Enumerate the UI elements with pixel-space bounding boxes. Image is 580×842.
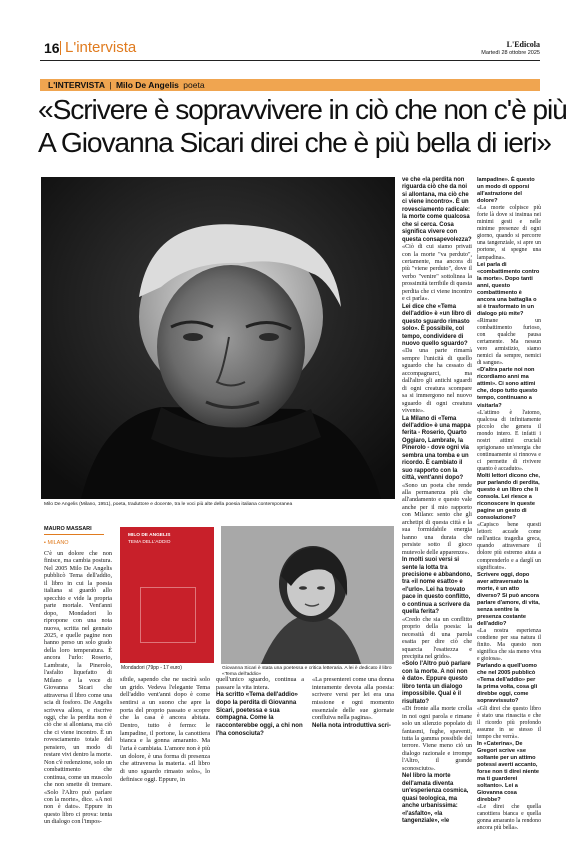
dateline xyxy=(44,540,69,546)
col2-text: sibile, sapendo che ne uscirà solo un grido. Vedeva l'elegante Tema dell'addio vent'anni dopo è come sentirsi a un suono che apre la porta del proprio passato e scopre che la casa è ancora abitata. Dentro, tutto è fermo: le lampadine, il portone, la canottiera bianca e la gonna amaranto. Ma l'aria è cambiata. L'amore non è più un dolore, è una forma di presenza che attraversa la materia. «Il libro di uno sguardo rimasto solo», lo definisce oggi. Eppure, in xyxy=(120,676,210,783)
kicker-role: poeta xyxy=(183,80,205,90)
headline xyxy=(38,93,567,159)
byline-author: MAURO MASSARI xyxy=(44,526,92,532)
answer: «Le direi che quella canottiera bianca e quella gonna amaranto la rendono ancora più bella». xyxy=(477,804,541,832)
question: «D'altra parte noi non ricordiamo anni ma attimi». Ci sono attimi che, dopo tutto questo tempo, continuano a visitarla? xyxy=(477,367,538,409)
dateline-city: MILANO xyxy=(47,540,69,546)
article-column-5 xyxy=(402,177,472,825)
main-photo xyxy=(41,177,395,499)
question: Molti lettori dicono che, pur parlando di perdita, questo è un libro che li consola. Lei riesce a riconoscere in queste pagine un gesto di consolazione? xyxy=(477,472,540,522)
article-column-1 xyxy=(44,551,112,827)
col1-text: C'è un dolore che non finisce, ma cambia postura. Nel 2005 Milo De Angelis pubblicò Tema dell'addio, il libro in cui la poesia italiana si guardò allo specchio e vide la propria parte mortale. Vent'anni dopo, Mondadori lo ripropone con una nota nuova, scritta nel gennaio 2025, e quelle pagine non hanno perso un solo grado della loro temperatura. È ancora l'urlo: Roserio, Lambrate, la Pinerolo, l'asfalto liquefatto di Milano e la voce di Giovanna Sicari che attraversa il libro come una scia di fosforo. De Angelis scriveva allora, e riscrive oggi, che la perdita non è ciò che si allontana, ma ciò che ci viene incontro. È un rovesciamento totale del pensiero, un modo di restare vivi dentro la morte. Non c'è redenzione, solo un combattimento che continua, come un muscolo che non smette di tremare. «Solo l'Altro può parlare con la morte», dice. «A noi non è dato». Eppure in questo libro ci prova: tenta un dialogo con l'impos- xyxy=(44,551,112,826)
question: Lei parla di «combattimento contro la morte». Dopo tanti anni, questo combattimento è ancora una battaglia o si è trasformato in un dialogo più mite? xyxy=(477,261,540,317)
question: ve che «la perdita non riguarda ciò che da noi si allontana, ma ciò che ci viene incontro». È un rovesciamento radicale: la morte come qualcosa che si cerca. Cosa significa vivere con questa consapevolezza? xyxy=(402,177,472,243)
article-column-2 xyxy=(120,676,210,783)
answer: «Sono un poeta che rende alla permanenza più che all'andamento e questo vale anche per il mio rapporto con Milano: sento che gli archetipi di questa città e la sua formidabile energia hanno una durata che persiste sotto il gioco mutevole delle apparenze». xyxy=(402,482,472,556)
page-number: 16 xyxy=(44,40,60,56)
answer: «Rimane un combattimento furioso, con qualche pausa certamente. Ma nessun vero armistizio, siamo nemici da sempre, nemici di sangue». xyxy=(477,317,541,367)
kicker xyxy=(48,80,205,90)
answer: «Ciò di cui siamo privati con la morte "va perduto", certamente, ma ancora di più "viene perduto", dove il verbo "venire" sottolinea la prossimità terribile di questa perdita che ci viene incontro e ci parla». xyxy=(402,244,472,303)
portrait-illustration xyxy=(41,177,395,499)
answer: «Credo che sia un conflitto proprio della poesia: la necessità di una parola esatta per dire ciò che squarcia l'esattezza e precipita nel grido». xyxy=(402,616,472,660)
book-title: TEMA DELL'ADDIO xyxy=(128,540,171,545)
giovanna-photo xyxy=(221,526,394,664)
answer: «La morte colpisce più forte là dove si insinua nei minimi gesti e nelle minime presenze di ogni giorno, quando si percorre una tangenziale, si apre un portone, si spegne una lampadina». xyxy=(477,205,541,261)
byline-rule xyxy=(44,534,104,535)
book-author: MILO DE ANGELIS xyxy=(128,533,171,538)
question: Nella nota introduttiva scri- xyxy=(312,721,391,729)
question: «Solo l'Altro può parlare con la morte. A noi non è dato». Eppure questo libro tenta un dialogo impossibile. Qual è il risultato? xyxy=(402,661,471,705)
col2b-text: quell'unico sguardo, continua a passare la vita intera. xyxy=(216,676,304,691)
kicker-name: Milo De Angelis xyxy=(115,80,179,90)
section-title: L'intervista xyxy=(65,39,137,56)
answer: «Di fronte alla morte crolla in noi ogni parola e rimane solo un silenzio popolato di fantasmi, fughe, spaventi, tutta la gamma possibile del terrore. Viene meno ciò un dialogo razionale e irrompe l'Altro, il grande sconosciuto». xyxy=(402,706,472,772)
paper-name: L'Edicola xyxy=(506,40,540,49)
book-cover-image xyxy=(140,587,196,643)
book-caption: Mondadori (79pp - 17 euro) xyxy=(121,665,182,671)
dateline-marker: ▪ xyxy=(44,540,48,546)
question: Parlando a quell'uomo che nel 2005 pubblicò «Tema dell'addio» per la prima volta, cosa gli direbbe oggi, come sopravvissuto? xyxy=(477,663,538,705)
question: Scrivere oggi, dopo aver attraversato la morte, è un atto diverso? Si può ancora parlare d'amore, di vita, senza sentire la presenza costante dell'addio? xyxy=(477,571,540,627)
giovanna-illustration xyxy=(221,526,394,664)
answer: «Da una parte rimarrà sempre l'unicità di quello sguardo che ha cessato di accompagnarci, ma dall'altro gli antichi sguardi di ogni creatura scompare sa si immergono nel nuovo sguardo di ogni creatura vivente». xyxy=(402,348,472,415)
answer: «L'attimo è l'atomo, qualcosa di infinitamente piccolo che genera il mondo intero. E infatti i nostri attimi cruciali sprigionano un'energia che continuamente si rinnova e ci permette di rivivere quanto è accaduto». xyxy=(477,409,541,472)
issue-date: Martedì 28 ottobre 2025 xyxy=(481,50,540,56)
question: Nel libro la morte dell'amata diventa un'esperienza cosmica, quasi teologica, ma anche urbanissima: «l'asfalto», «la tangenziale», «le xyxy=(402,773,469,824)
question: In «Caterina», De Gregori scrive «se soltante per un attimo potessi averti accanto, forse non ti direi niente ma ti guarderei soltanto». Lei a Giovanna cosa direbbe? xyxy=(477,740,540,804)
col3a-text: «La presenterei come una donna interamente devota alla poesia: scrivere versi per lei era una missione e ogni momento essenziale delle sue giornate confluiva nella pagina». xyxy=(312,676,394,722)
main-photo-caption: Milo De Angelis (Milano, 1951), poeta, traduttore e docente, tra le voci più alte della poesia italiana contemporanea xyxy=(44,502,293,507)
headline-line-2: A Giovanna Sicari direi che è più bella di ieri» xyxy=(38,126,551,158)
giovanna-photo-caption: Giovanna Sicari è stata una poetessa e critica letteraria. A lei è dedicato il libro «Tema dell'addio» xyxy=(222,666,392,678)
question: La Milano di «Tema dell'addio» è una mappa ferita - Roserio, Quarto Oggiaro, Lambrate, la Pinerolo - dove ogni via sembra una tomba e un ricordo. È cambiato il suo rapporto con la città, vent'anni dopo? xyxy=(402,415,471,482)
question: Ha scritto «Tema dell'addio» dopo la perdita di Giovanna Sicari, poetessa e sua compagna. Come la racconterebbe oggi, a chi non l'ha conosciuta? xyxy=(216,691,303,737)
article-column-6 xyxy=(477,177,541,832)
question: In molti suoi versi si sente la lotta tra precisione e abbandono, tra «il nome esatto» e «l'urlo». Lei ha trovato pace in questo conflitto, o continua a scrivere da quella ferita? xyxy=(402,557,472,616)
answer: «Gli direi che questo libro è stato una rinascita e che il ricordo più profondo assume in se stesso il tempo che verrà». xyxy=(477,705,541,740)
question: lampadine». È questo un modo di opporsi all'astrazione del dolore? xyxy=(477,177,535,205)
kicker-sep: | xyxy=(109,80,112,90)
article-column-4 xyxy=(312,676,394,730)
article-column-3 xyxy=(216,676,304,737)
header-rule xyxy=(40,60,540,61)
book-cover xyxy=(120,527,214,663)
answer: «La nostra esperienza condiene per sua natura il finito. Ma questo non significa che sia meno viva e gioiosa». xyxy=(477,628,541,663)
headline-line-1: «Scrivere è sopravvivere in ciò che non c'è più xyxy=(38,93,567,125)
kicker-label: L'INTERVISTA xyxy=(48,80,105,90)
page-number-divider xyxy=(60,41,61,55)
question: Lei dice che «Tema dell'addio» è «un libro di questo sguardo rimasto solo». È possibile, col tempo, condividere di nuovo quello sguardo? xyxy=(402,303,472,347)
answer: «Capisco bene questi lettori: accade come nell'antica tragedia greca, quando attraversare il dolore più estremo aiuta a comprenderlo e a darglí un significato». xyxy=(477,522,541,571)
